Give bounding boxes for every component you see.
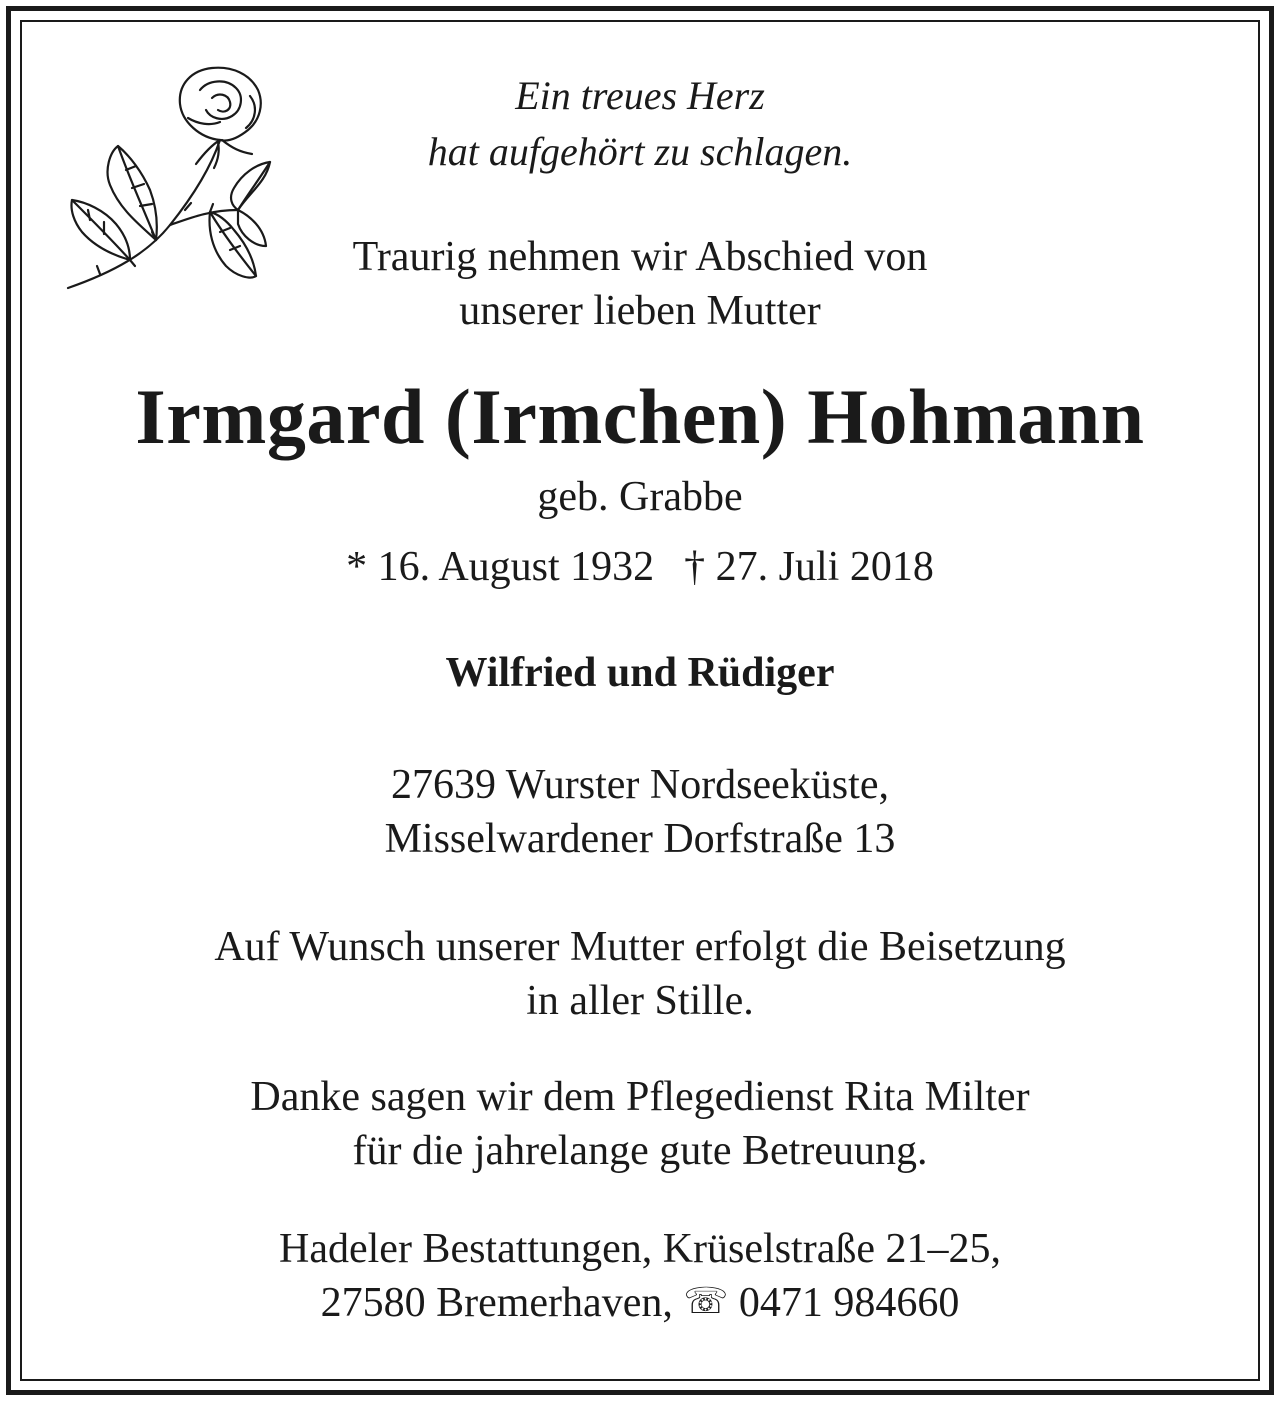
life-dates [0, 546, 1280, 588]
motto-line-2: hat aufgehört zu schlagen. [427, 129, 853, 174]
phone-icon: ☏ [683, 1281, 729, 1322]
deceased-name: Irmgard (Irmchen) Hohmann [135, 373, 1145, 460]
undertaker-city: 27580 Bremerhaven, [320, 1280, 673, 1326]
mourners: Wilfried und Rüdiger [445, 650, 835, 696]
maiden-name: geb. Grabbe [537, 474, 743, 520]
birth-date: * 16. August 1932 [346, 544, 655, 590]
thanks-line-2: für die jahrelange gute Betreuung. [352, 1128, 928, 1174]
intro-line-1: Traurig nehmen wir Abschied von [352, 234, 928, 280]
undertaker-line-1: Hadeler Bestattungen, Krüselstraße 21–25, [279, 1226, 1001, 1272]
funeral-note-line-2: in aller Stille. [526, 978, 754, 1024]
funeral-note-line-1: Auf Wunsch unserer Mutter erfolgt die Beisetzung [214, 924, 1066, 970]
intro-line-2: unserer lieben Mutter [459, 288, 821, 334]
address-line-2: Misselwardener Dorfstraße 13 [384, 816, 896, 862]
motto-line-1: Ein treues Herz [515, 73, 765, 118]
address-line-1: 27639 Wurster Nordseeküste, [391, 762, 889, 808]
thanks-line-1: Danke sagen wir dem Pflegedienst Rita Milter [250, 1074, 1030, 1120]
undertaker-phone: 0471 984660 [738, 1280, 960, 1326]
undertaker-line-2 [0, 1282, 1280, 1324]
death-date: † 27. Juli 2018 [684, 544, 934, 590]
